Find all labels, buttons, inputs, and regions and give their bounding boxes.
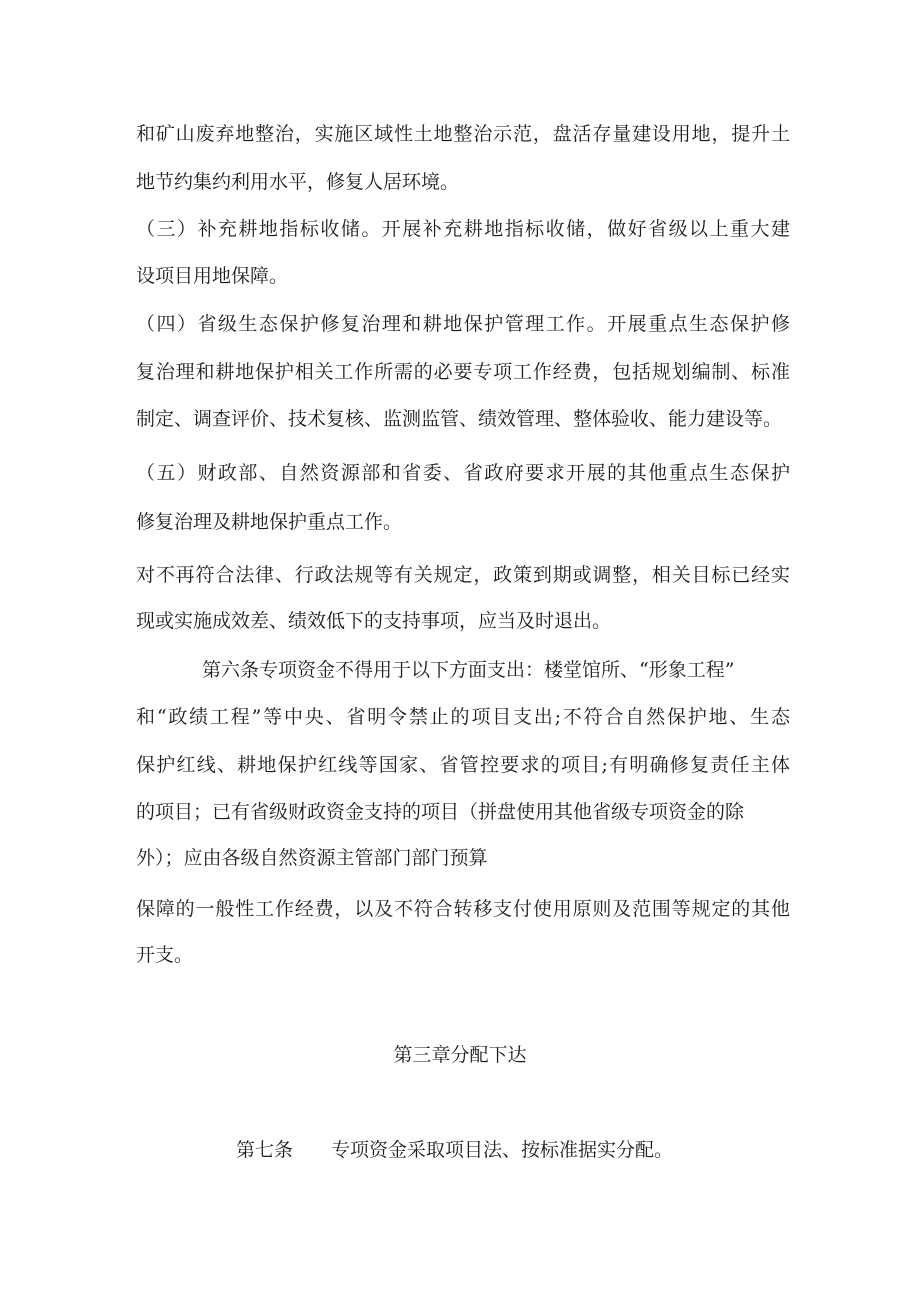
chapter-heading: 第三章分配下达: [393, 1044, 527, 1066]
paragraph-line: 复治理和耕地保护相关工作所需的必要专项工作经费，包括规划编制、标准: [136, 361, 790, 383]
article-number: 第七条: [236, 1139, 294, 1161]
paragraph-line: （五）财政部、自然资源部和省委、省政府要求开展的其他重点生态保护: [136, 462, 790, 484]
article-text: 专项资金采取项目法、按标准据实分配。: [331, 1139, 674, 1161]
paragraph-line: 保障的一般性工作经费，以及不符合转移支付使用原则及范围等规定的其他: [136, 898, 790, 920]
paragraph-line: 保护红线、耕地保护红线等国家、省管控要求的项目;有明确修复责任主体: [136, 754, 790, 776]
paragraph-line: （四）省级生态保护修复治理和耕地保护管理工作。开展重点生态保护修: [136, 313, 790, 335]
paragraph-line: 开支。: [136, 944, 194, 966]
paragraph-line: 对不再符合法律、行政法规等有关规定，政策到期或调整，相关目标已经实: [136, 564, 790, 586]
paragraph-line: 现或实施成效差、绩效低下的支持事项，应当及时退出。: [136, 610, 612, 632]
paragraph-line: 和矿山废弃地整治，实施区域性土地整治示范，盘活存量建设用地，提升土: [136, 123, 790, 145]
paragraph-line: 的项目；已有省级财政资金支持的项目（拼盘使用其他省级专项资金的除: [136, 801, 745, 823]
paragraph-line: 外）；应由各级自然资源主管部门部门预算: [136, 847, 488, 869]
paragraph-line: 修复治理及耕地保护重点工作。: [136, 511, 403, 533]
paragraph-line: 和“政绩工程”等中央、省明令禁止的项目支出;不符合自然保护地、生态: [136, 706, 790, 728]
article-heading: [236, 1138, 673, 1162]
paragraph-line: 设项目用地保障。: [136, 265, 289, 287]
paragraph-line: 制定、调查评价、技术复核、监测监管、绩效管理、整体验收、能力建设等。: [136, 408, 783, 430]
paragraph-line: 地节约集约利用水平，修复人居环境。: [136, 171, 460, 193]
paragraph-line: 第六条专项资金不得用于以下方面支出：楼堂馆所、“形象工程”: [202, 659, 735, 681]
paragraph-line: （三）补充耕地指标收储。开展补充耕地指标收储，做好省级以上重大建: [136, 218, 790, 240]
